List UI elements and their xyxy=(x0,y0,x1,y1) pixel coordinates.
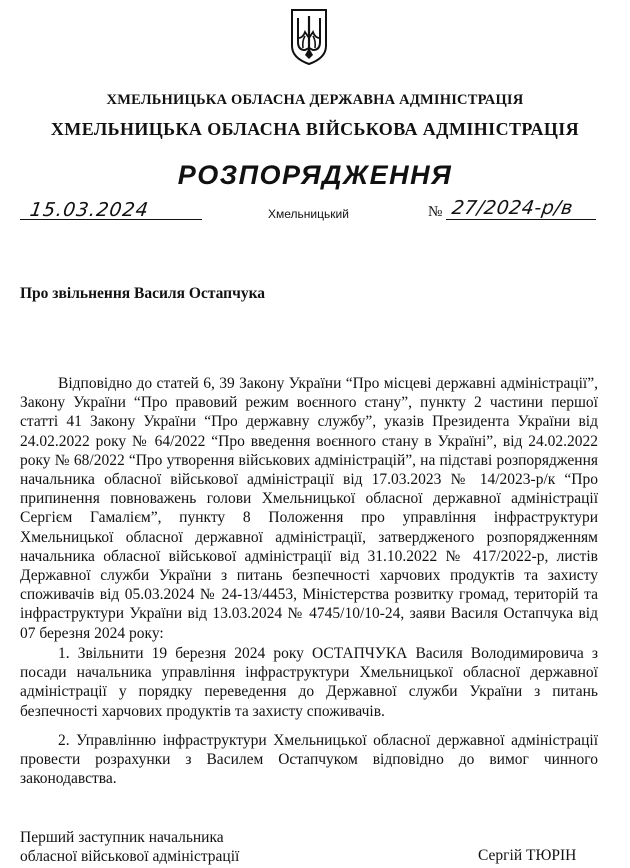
document-number: 27/2024-р/в xyxy=(450,197,575,219)
signatory-name: Сергій ТЮРІН xyxy=(478,847,577,864)
number-label: № xyxy=(428,204,443,220)
document-date: 15.03.2024 xyxy=(28,199,151,221)
signatory-position xyxy=(20,828,239,866)
issue-city: Хмельницький xyxy=(268,207,349,221)
order-item-1: 1. Звільнити 19 березня 2024 року ОСТАПЧУКА Василя Володимировича з посади начальника управління інфраструктури Хмельницької обласної державної адміністрації у порядку переведення до Державної служби України з питань безпечності харчових продуктів та захисту споживачів. xyxy=(20,645,598,720)
org-name-state-administration: ХМЕЛЬНИЦЬКА ОБЛАСНА ДЕРЖАВНА АДМІНІСТРАЦІЯ xyxy=(106,92,524,108)
document-type-title: РОЗПОРЯДЖЕННЯ xyxy=(177,160,453,190)
document-subject: Про звільнення Василя Остапчука xyxy=(20,285,266,302)
preamble-paragraph: Відповідно до статей 6, 39 Закону України “Про місцеві державні адміністрації”, Закону України “Про правовий режим воєнного стану”, пункту 2 частини першої статті 41 Закону України “Про державну службу”, указів Президента України від 24.02.2022 року № 64/2022 “Про введення воєнного стану в Україні”, від 24.02.2022 року № 68/2022 “Про утворення військових адміністрацій”, на підставі розпорядження начальника обласної військової адміністрації від 17.03.2023 № 14/2023-р/к “Про припинення повноважень голови Хмельницької обласної державної адміністрації Сергієм Гамалієм”, пункту 8 Положення про управління інфраструктури Хмельницької обласної державної адміністрації, затвердженого розпорядженням начальника обласної військової адміністрації від 31.10.2022 № 417/2022-р, листів Державної служби України з питань безпечності харчових продуктів та захисту споживачів від 05.03.2024 № 24-13/4453, Міністерства розвитку громад, територій та інфраструктури України від 13.03.2024 № 4745/10/10-24, заяви Василя Остапчука від 07 березня 2024 року: xyxy=(20,375,598,642)
signatory-position-line1: Перший заступник начальника xyxy=(20,829,224,846)
number-underline xyxy=(446,219,596,220)
trident-coat-of-arms-icon xyxy=(289,8,329,66)
org-name-military-administration: ХМЕЛЬНИЦЬКА ОБЛАСНА ВІЙСЬКОВА АДМІНІСТРАЦІЯ xyxy=(50,119,580,139)
signatory-position-line2: обласної військової адміністрації xyxy=(20,848,240,865)
order-item-2: 2. Управлінню інфраструктури Хмельницької обласної державної адміністрації провести розрахунки з Василем Остапчуком відповідно до вимог чинного законодавства. xyxy=(20,732,598,788)
